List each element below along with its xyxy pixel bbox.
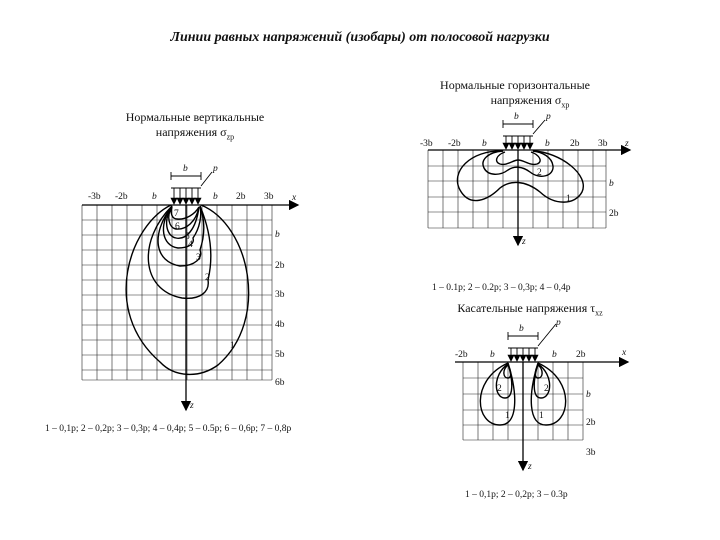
vertical-x-tick: -3b xyxy=(88,192,101,202)
vertical-x-tick: 3b xyxy=(264,192,274,202)
horizontal-load-label: p xyxy=(546,112,551,122)
shear-load-width: b xyxy=(519,324,524,334)
vertical-curve-label: 1 xyxy=(230,341,235,351)
shear-load-label: p xyxy=(556,318,561,328)
shear-legend: 1 – 0,1p; 2 – 0,2p; 3 – 0.3p xyxy=(465,490,568,500)
horizontal-x-tick: 3b xyxy=(598,139,608,149)
vertical-z-tick: b xyxy=(275,230,280,240)
vertical-curve-label: 7 xyxy=(174,209,179,219)
horizontal-z-tick: 2b xyxy=(609,209,619,219)
vertical-x-tick: b xyxy=(213,192,218,202)
shear-panel xyxy=(455,318,628,472)
horizontal-caption-sub: xp xyxy=(561,100,570,110)
shear-z-tick: b xyxy=(586,390,591,400)
horizontal-panel xyxy=(420,112,630,247)
horizontal-curve-label: 2 xyxy=(537,168,542,178)
vertical-z-axis-label: z xyxy=(190,401,194,411)
horizontal-z-axis-label: z xyxy=(522,237,526,247)
vertical-panel xyxy=(82,164,298,411)
horizontal-x-tick: b xyxy=(482,139,487,149)
horizontal-isobar-1 xyxy=(457,151,583,202)
horizontal-x-tick: -2b xyxy=(448,139,461,149)
shear-z-tick: 2b xyxy=(586,418,596,428)
horizontal-x-tick: b xyxy=(545,139,550,149)
shear-curve-label: 2 xyxy=(544,384,549,394)
vertical-z-tick: 2b xyxy=(275,261,285,271)
vertical-x-tick: b xyxy=(152,192,157,202)
vertical-curve-label: 2 xyxy=(205,273,210,283)
vertical-legend: 1 – 0,1p; 2 – 0,2p; 3 – 0,3p; 4 – 0,4p; 5 – 0.5p; 6 – 0,6p; 7 – 0,8p xyxy=(45,424,292,434)
shear-x-tick: b xyxy=(490,350,495,360)
horizontal-z-tick: b xyxy=(609,179,614,189)
shear-x-tick: b xyxy=(552,350,557,360)
vertical-curve-label: 3 xyxy=(196,253,201,263)
horizontal-legend: 1 – 0.1p; 2 – 0.2p; 3 – 0,3p; 4 – 0,4p xyxy=(432,283,571,293)
vertical-z-tick: 4b xyxy=(275,320,285,330)
shear-x-axis-label: x xyxy=(622,348,627,358)
horizontal-x-tick: -3b xyxy=(420,139,433,149)
vertical-curve-label: 5 xyxy=(185,232,190,242)
horizontal-grid xyxy=(428,150,606,228)
vertical-x-tick: -2b xyxy=(115,192,128,202)
shear-load xyxy=(508,324,556,361)
shear-z-axis-label: z xyxy=(528,462,532,472)
vertical-x-axis-label: x xyxy=(292,193,297,203)
shear-caption-text: Касательные напряжения τ xyxy=(457,301,596,315)
vertical-load-width: b xyxy=(183,164,188,174)
shear-curve-label: 1 xyxy=(505,411,510,421)
horizontal-load-width: b xyxy=(514,112,519,122)
shear-x-tick: 2b xyxy=(576,350,586,360)
vertical-load-label: p xyxy=(213,164,218,174)
vertical-curve-label: 6 xyxy=(175,222,180,232)
shear-x-tick: -2b xyxy=(455,350,468,360)
horizontal-load xyxy=(503,120,545,149)
vertical-caption-line1: Нормальные вертикальные xyxy=(125,110,265,124)
vertical-load xyxy=(171,172,212,204)
vertical-z-tick: 6b xyxy=(275,378,285,388)
shear-curve-label: 2 xyxy=(497,384,502,394)
shear-caption-sub: xz xyxy=(595,308,603,318)
vertical-x-tick: 2b xyxy=(236,192,246,202)
horizontal-x-axis-label: z xyxy=(625,139,629,149)
shear-curve-label: 1 xyxy=(539,411,544,421)
vertical-caption-line2: напряжения σ xyxy=(155,125,227,139)
vertical-caption-sub: zp xyxy=(226,132,235,142)
horizontal-caption-line1: Нормальные горизонтальные xyxy=(440,78,590,92)
horizontal-caption-line2: напряжения σ xyxy=(490,93,562,107)
horizontal-curve-label: 1 xyxy=(566,194,571,204)
vertical-z-tick: 3b xyxy=(275,290,285,300)
vertical-curve-label: 4 xyxy=(188,240,193,250)
shear-z-tick: 3b xyxy=(586,448,596,458)
vertical-z-tick: 5b xyxy=(275,350,285,360)
horizontal-x-tick: 2b xyxy=(570,139,580,149)
page-title: Линии равных напряжений (изобары) от полосовой нагрузки xyxy=(170,30,550,45)
